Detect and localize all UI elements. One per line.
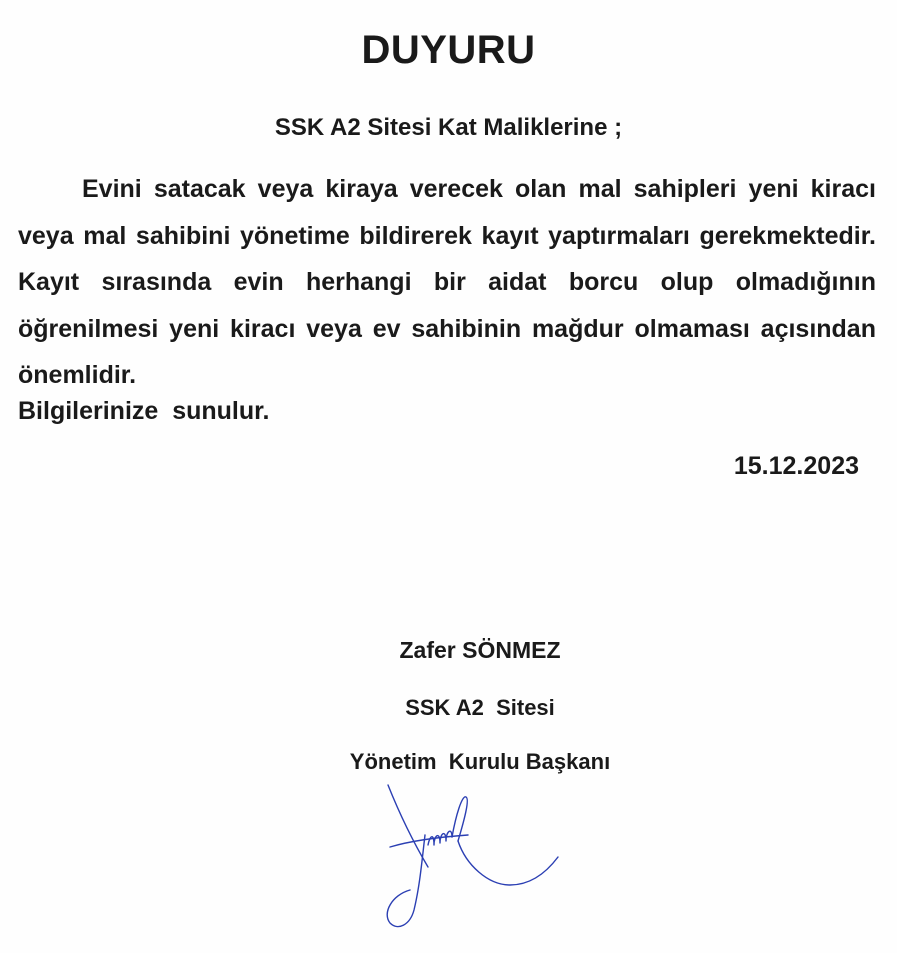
closing-line: Bilgilerinize sunulur. — [18, 397, 270, 425]
signatory-role: Yönetim Kurulu Başkanı — [349, 749, 611, 774]
document-date: 15.12.2023 — [733, 452, 859, 480]
handwritten-signature — [370, 775, 570, 935]
document-title: DUYURU — [361, 28, 536, 72]
signatory-name: Zafer SÖNMEZ — [399, 637, 561, 663]
salutation: SSK A2 Sitesi Kat Maliklerine ; — [274, 114, 623, 141]
signatory-organization: SSK A2 Sitesi — [405, 695, 555, 720]
announcement-body: Evini satacak veya kiraya verecek olan mal sahipleri yeni kiracı veya mal sahibini yönetime bildirerek kayıt yaptırmaları gerekmektedir. Kayıt sırasında evin herhangi bir aidat borcu olup olmadığının öğrenilmesi yeni kiracı veya ev sahibinin mağdur olmaması açısından önemlidir. — [18, 175, 876, 389]
